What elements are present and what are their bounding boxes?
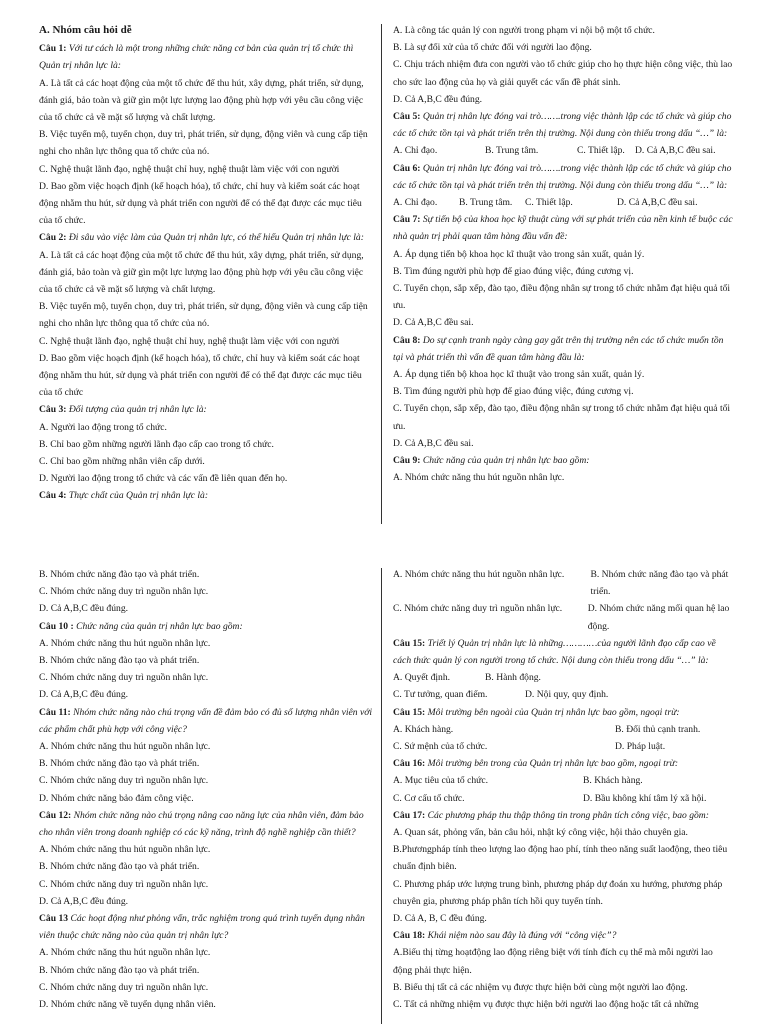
- option: D. Pháp luật.: [615, 741, 666, 753]
- option: A. Chỉ đạo.: [393, 197, 438, 209]
- option: A. Nhóm chức năng thu hút nguồn nhân lực.: [39, 947, 211, 959]
- question-text: Nhóm chức năng nào chú trọng vấn đề đảm bảo có đủ số lượng nhân viên với các phẩm chất phù hợp với công việc?: [39, 706, 372, 735]
- option: A. Nhóm chức năng thu hút nguồn nhân lực.: [39, 637, 211, 649]
- option: D. Cả A,B,C đều sai.: [617, 197, 698, 209]
- question-text: Các hoạt động như phỏng vấn, trắc nghiệm trong quá trình tuyển dụng nhân viên thuộc chức năng nào của quản trị nhân lực?: [39, 913, 365, 942]
- option: D. Cả A,B,C đều đúng.: [39, 603, 129, 615]
- option: C. Nhóm chức năng duy trì nguồn nhân lực.: [39, 775, 209, 787]
- question-label: Câu 12:: [39, 809, 72, 821]
- option: A. Quyết định.: [393, 672, 451, 684]
- question-label: Câu 2:: [39, 232, 67, 244]
- options-row: [393, 669, 733, 686]
- question-text: Nhóm chức năng nào chú trọng nâng cao năng lực của nhân viên, đảm bảo cho nhân viên trong doanh nghiệp có các kỹ năng, trình độ nghề nghiệp cần thiết?: [39, 809, 364, 839]
- option: C. Tư tưởng, quan điểm.: [393, 689, 488, 701]
- question-text: Chức năng của quản trị nhân lực bao gồm:: [422, 455, 590, 467]
- option: B. Đối thủ cạnh tranh.: [615, 723, 701, 735]
- option: D. Cả A,B,C đều sai.: [635, 145, 716, 157]
- question-text: Đối tượng của quản trị nhân lực là:: [68, 404, 207, 416]
- question-12: [39, 807, 372, 841]
- option: C. Cơ cấu tổ chức.: [393, 792, 465, 804]
- question-text: Với tư cách là một trong những chức năng cơ bản của quản trị tổ chức thì Quản trị nhân lực là:: [39, 43, 354, 72]
- option: C. Nghệ thuật lãnh đạo, nghệ thuật chỉ huy, nghệ thuật làm việc với con người: [39, 163, 340, 175]
- option: A. Chỉ đạo.: [393, 145, 438, 157]
- question-2: [39, 229, 372, 246]
- option: B. Khách hàng.: [583, 775, 643, 787]
- option: A. Nhóm chức năng thu hút nguồn nhân lực.: [393, 472, 565, 484]
- options-row: [393, 738, 733, 755]
- option: C. Chỉ bao gồm những nhân viên cấp dưới.: [39, 456, 205, 468]
- option: A. Người lao động trong tổ chức.: [39, 421, 167, 433]
- option: B. Nhóm chức năng đào tạo và phát triển.: [39, 861, 200, 873]
- question-label: Câu 16:: [393, 758, 426, 770]
- question-6: [393, 160, 733, 194]
- question-text: Các phương pháp thu thập thông tin trong phân tích công việc, bao gồm:: [427, 809, 709, 821]
- option: A. Áp dụng tiến bộ khoa học kĩ thuật vào trong sản xuất, quản lý.: [393, 248, 645, 260]
- question-text: Triết lý Quản trị nhân lực là những…………của người lãnh đạo cấp cao về cách thức quản lý con người trong tổ chức. Nội dung còn thiếu trong dấu “…” là:: [393, 637, 716, 667]
- option: B. Nhóm chức năng đào tạo và phát triển.: [39, 758, 200, 770]
- question-text: Quản trị nhân lực đóng vai trò…….trong việc thành lập các tổ chức và giúp cho các tổ chức tồn tại và phát triển trên thị trường. Nội dung còn thiếu trong dấu “…” là:: [393, 111, 732, 140]
- option: D. Cả A, B, C đều đúng.: [393, 913, 487, 925]
- option: C. Thiết lập.: [525, 197, 573, 209]
- options-row: [393, 686, 733, 703]
- option: C. Sứ mệnh của tổ chức.: [393, 741, 488, 753]
- question-label: Câu 18:: [393, 930, 426, 942]
- question-text: Khái niệm nào sau đây là đúng với “công việc”?: [427, 930, 617, 942]
- question-4: [39, 487, 372, 504]
- column-divider: [381, 568, 382, 1024]
- question-1: [39, 40, 372, 74]
- option: B. Trung tâm.: [459, 197, 513, 209]
- option: A. Mục tiêu của tổ chức.: [393, 775, 488, 787]
- question-label: Câu 15:: [393, 637, 426, 649]
- page2-right-column: [393, 566, 733, 1024]
- question-18: [393, 927, 733, 944]
- page1-left-column: [39, 22, 372, 522]
- question-8: [393, 332, 733, 366]
- option: A. Là tất cả các hoạt động của một tổ chức để thu hút, xây dựng, phát triển, sử dụng, đánh giá, bảo toàn và giữ gìn một lực lượng lao động phù hợp với yêu cầu công việc của tổ chức cả về mặt số lượng và chất lượng.: [39, 77, 364, 124]
- option: C. Thiết lập.: [577, 145, 625, 157]
- option: C. Nhóm chức năng duy trì nguồn nhân lực.: [39, 672, 209, 684]
- option: B. Nhóm chức năng đào tạo và phát triển.: [590, 569, 729, 598]
- question-label: Câu 4:: [39, 490, 67, 502]
- question-text: Đi sâu vào việc làm của Quản trị nhân lực, có thể hiểu Quản trị nhân lực là:: [68, 232, 364, 244]
- options-row: [393, 142, 733, 159]
- option: D. Bao gồm việc hoạch định (kế hoạch hóa), tổ chức, chỉ huy và kiểm soát các hoạt động nhằm thu hút, sử dụng và phát triển con người để có thể đạt được các mục tiêu của tổ chức.: [39, 180, 362, 227]
- option: C. Chịu trách nhiệm đưa con người vào tổ chức giúp cho họ thực hiện công việc, thù lao cho sức lao động của họ và giải quyết các vấn đề phát sinh.: [393, 59, 733, 88]
- question-text: Thực chất của Quản trị nhân lực là:: [68, 490, 209, 502]
- question-label: Câu 5:: [393, 111, 421, 123]
- option: D. Cả A,B,C đều đúng.: [39, 895, 129, 907]
- option: D. Bầu không khí tâm lý xã hội.: [583, 792, 707, 804]
- option: A. Nhóm chức năng thu hút nguồn nhân lực.: [39, 741, 211, 753]
- question-13: [39, 910, 372, 944]
- option: D. Cả A,B,C đều đúng.: [393, 93, 483, 105]
- options-row: [393, 790, 733, 807]
- option: C. Nghệ thuật lãnh đạo, nghệ thuật chỉ huy, nghệ thuật làm việc với con người: [39, 335, 340, 347]
- question-label: Câu 10 :: [39, 620, 74, 632]
- option: C. Tuyển chọn, sắp xếp, đào tạo, điều động nhân sự trong tổ chức nhằm đạt hiệu quả tối ưu.: [393, 403, 731, 432]
- option: B. Biểu thị tất cả các nhiệm vụ được thực hiện bởi cùng một người lao động.: [393, 981, 688, 993]
- question-label: Câu 1:: [39, 43, 67, 55]
- option: D. Người lao động trong tổ chức và các vấn đề liên quan đến họ.: [39, 473, 288, 485]
- option: A. Quan sát, phỏng vấn, bản câu hỏi, nhật ký công việc, hội thảo chuyên gia.: [393, 827, 688, 839]
- option: C. Tất cả những nhiệm vụ được thực hiện bởi người lao động hoặc tất cả những: [393, 999, 699, 1011]
- options-row: [393, 566, 733, 600]
- question-label: Câu 3:: [39, 404, 67, 416]
- option: A. Nhóm chức năng thu hút nguồn nhân lực.: [393, 569, 565, 580]
- question-label: Câu 15:: [393, 706, 426, 718]
- question-label: Câu 6:: [393, 162, 421, 174]
- question-9: [393, 452, 733, 469]
- option: D. Nhóm chức năng về tuyển dụng nhân viên.: [39, 999, 216, 1011]
- option: B. Là sự đối xử của tổ chức đối với người lao động.: [393, 42, 592, 54]
- option: C. Phương pháp ước lượng trung bình, phương pháp dự đoán xu hướng, phương pháp chuyên gia, phương pháp phân tích hồi quy tuyến tính.: [393, 878, 723, 907]
- option: D. Cả A,B,C đều sai.: [393, 317, 474, 329]
- question-text: Môi trường bên trong của Quản trị nhân lực bao gồm, ngoại trừ:: [427, 758, 679, 770]
- option: B. Trung tâm.: [485, 145, 539, 157]
- option: C. Nhóm chức năng duy trì nguồn nhân lực.: [39, 586, 209, 598]
- question-text: Sự tiến bộ của khoa học kỹ thuật cùng với sự phát triển của nền kinh tế buộc các nhà quản trị phải quan tâm hàng đầu vấn đề:: [393, 214, 733, 243]
- page1-right-column: [393, 22, 733, 522]
- option: A. Khách hàng.: [393, 723, 454, 735]
- option: A. Nhóm chức năng thu hút nguồn nhân lực.: [39, 844, 211, 856]
- option: C. Nhóm chức năng duy trì nguồn nhân lực.: [39, 981, 209, 993]
- option: B. Việc tuyển mộ, tuyển chọn, duy trì, phát triển, sử dụng, động viên và cung cấp tiện nghi cho nhân lực thông qua tổ chức của nó.: [39, 301, 368, 330]
- column-divider: [381, 24, 382, 524]
- option: C. Tuyển chọn, sắp xếp, đào tạo, điều động nhân sự trong tổ chức nhằm đạt hiệu quả tối ưu.: [393, 283, 731, 312]
- section-heading: A. Nhóm câu hỏi dễ: [39, 24, 132, 36]
- question-16: [393, 755, 733, 772]
- option: B. Việc tuyển mộ, tuyển chọn, duy trì, phát triển, sử dụng, động viên và cung cấp tiện nghi cho nhân lực thông qua tổ chức của nó.: [39, 129, 368, 158]
- question-11: [39, 704, 372, 738]
- option: A. Là công tác quản lý con người trong phạm vi nội bộ một tổ chức.: [393, 25, 655, 36]
- option: B. Tìm đúng người phù hợp để giao đúng việc, đúng cương vị.: [393, 386, 634, 398]
- option: C. Nhóm chức năng duy trì nguồn nhân lực.: [393, 603, 563, 615]
- question-label: Câu 17:: [393, 809, 426, 821]
- option: B. Tìm đúng người phù hợp để giao đúng việc, đúng cương vị.: [393, 265, 634, 277]
- options-row: [393, 194, 733, 211]
- option: C. Nhóm chức năng duy trì nguồn nhân lực.: [39, 878, 209, 890]
- option: D. Cả A,B,C đều đúng.: [39, 689, 129, 701]
- option: D. Nội quy, quy định.: [525, 689, 609, 701]
- question-label: Câu 9:: [393, 455, 421, 467]
- option: B. Chỉ bao gồm những người lãnh đạo cấp cao trong tổ chức.: [39, 438, 274, 450]
- options-row: [393, 721, 733, 738]
- question-label: Câu 11:: [39, 706, 71, 718]
- question-text: Chức năng của quản trị nhân lực bao gồm:: [76, 620, 243, 632]
- option: A.Biểu thị từng hoạtđộng lao động riêng biệt với tính đích cụ thể mà mỗi người lao động phải thực hiện.: [393, 947, 713, 976]
- option: D. Bao gồm việc hoạch định (kế hoạch hóa), tổ chức, chỉ huy và kiểm soát các hoạt động nhằm thu hút, sử dụng và phát triển con người để có thể đạt được các mục tiêu của tổ chức: [39, 352, 362, 399]
- option: B. Nhóm chức năng đào tạo và phát triển.: [39, 655, 200, 667]
- question-15b: [393, 704, 733, 721]
- option: D. Nhóm chức năng bảo đảm công việc.: [39, 792, 194, 804]
- options-row: [393, 772, 733, 789]
- option: B. Hành động.: [485, 672, 541, 684]
- question-text: Môi trường bên ngoài của Quản trị nhân lực bao gồm, ngoại trừ:: [427, 706, 680, 718]
- options-row: [393, 600, 733, 634]
- question-text: Quản trị nhân lực đóng vai trò…….trong việc thành lập các tổ chức và giúp cho các tổ chức tồn tại và phát triển trên thị trường. Nội dung còn thiếu trong dấu “…” là:: [393, 162, 732, 191]
- question-label: Câu 7:: [393, 214, 421, 226]
- question-7: [393, 211, 733, 245]
- option: A. Là tất cả các hoạt động của một tổ chức để thu hút, xây dựng, phát triển, sử dụng, đánh giá, bảo toàn và giữ gìn một lực lượng lao động phù hợp với yêu cầu công việc của tổ chức cả về mặt số lượng và chất lượng.: [39, 249, 364, 296]
- option: B. Nhóm chức năng đào tạo và phát triển.: [39, 964, 200, 976]
- question-10: [39, 618, 372, 635]
- option: D. Nhóm chức năng mối quan hệ lao động.: [587, 603, 730, 632]
- page2-left-column: [39, 566, 372, 1024]
- question-3: [39, 401, 372, 418]
- question-label: Câu 13: [39, 913, 69, 925]
- question-label: Câu 8:: [393, 334, 421, 346]
- option: B. Nhóm chức năng đào tạo và phát triển.: [39, 569, 200, 580]
- question-text: Do sự cạnh tranh ngày càng gay gắt trên thị trường nên các tổ chức muốn tồn tại và phát triển thì vấn đề quan tâm hàng đầu là:: [393, 334, 724, 363]
- option: B.Phươngpháp tính theo lượng lao động hao phí, tính theo năng suất laođộng, theo tiêu chuẩn định biên.: [393, 844, 728, 873]
- question-15: [393, 635, 733, 669]
- option: D. Cả A,B,C đều sai.: [393, 437, 474, 449]
- question-5: [393, 108, 733, 142]
- question-17: [393, 807, 733, 824]
- option: A. Áp dụng tiến bộ khoa học kĩ thuật vào trong sản xuất, quản lý.: [393, 369, 645, 381]
